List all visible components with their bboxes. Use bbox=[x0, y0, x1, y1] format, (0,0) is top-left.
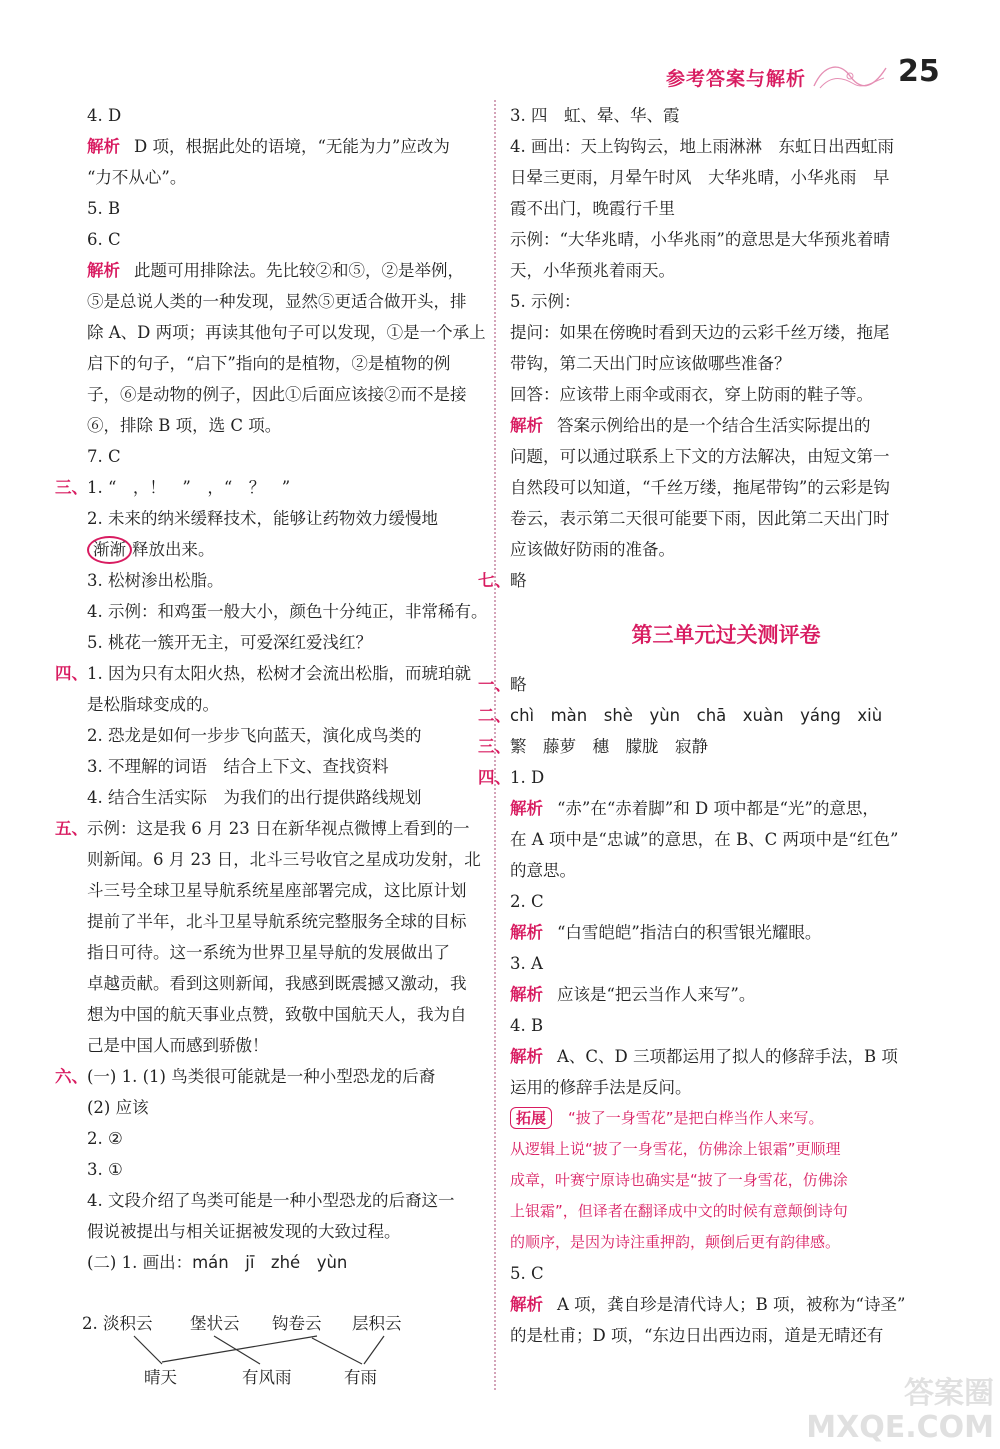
section-five bbox=[55, 813, 485, 844]
text-line: 回答：应该带上雨伞或雨衣，穿上防雨的鞋子等。 bbox=[510, 385, 873, 404]
answer-line: 5. C bbox=[510, 1264, 544, 1283]
text-line: 2. ② bbox=[87, 1129, 123, 1148]
answer-line: 7. C bbox=[87, 447, 121, 466]
section-one bbox=[478, 669, 942, 700]
text-line: 霞不出门，晚霞行千里 bbox=[510, 199, 675, 218]
pinyin-text: chì màn shè yùn chā xuàn yáng xiù bbox=[510, 706, 883, 725]
matching-lines bbox=[82, 1300, 442, 1400]
text-line: 启下的句子，“启下”指向的是植物，②是植物的例 bbox=[87, 354, 451, 373]
text-line: 在 A 项中是“忠诚”的意思，在 B、C 两项中是“红色” bbox=[510, 830, 899, 849]
section-four bbox=[55, 658, 485, 689]
text-line: ⑤是总说人类的一种发现，显然⑤更适合做开头，排 bbox=[87, 292, 467, 311]
text-line: 3. 松树渗出松脂。 bbox=[87, 571, 224, 590]
text-line: 运用的修辞手法是反问。 bbox=[510, 1078, 692, 1097]
text-line: 2. 恐龙是如何一步步飞向蓝天，演化成鸟类的 bbox=[87, 726, 422, 745]
analysis-text: 此题可用排除法。先比较②和⑤，②是举例， bbox=[134, 261, 464, 280]
flourish-icon bbox=[810, 58, 890, 94]
text-line: 3. ① bbox=[87, 1160, 123, 1179]
text-line: 问题，可以通过联系上下文的方法解决，由短文第一 bbox=[510, 447, 890, 466]
section-seven bbox=[478, 565, 942, 596]
section-six bbox=[55, 1061, 485, 1092]
text-line bbox=[55, 534, 485, 565]
text-line bbox=[55, 1247, 485, 1278]
answer-text: 繁 藤萝 穗 朦胧 寂静 bbox=[510, 737, 708, 756]
answer-text: 示例：这是我 6 月 23 日在新华视点微博上看到的一 bbox=[87, 819, 470, 838]
text-line: “力不从心”。 bbox=[87, 168, 187, 187]
analysis-text: A、C、D 三项都运用了拟人的修辞手法，B 项 bbox=[557, 1047, 898, 1066]
section-number: 五、 bbox=[55, 819, 88, 838]
analysis-line bbox=[510, 1289, 942, 1320]
text-line: 卓越贡献。看到这则新闻，我感到既震撼又激动，我 bbox=[87, 974, 467, 993]
analysis-line bbox=[510, 917, 942, 948]
extension-line: 上银霜”，但译者在翻译成中文的时候有意颠倒诗句 bbox=[510, 1202, 848, 1220]
text-line: 的是杜甫；D 项，“东边日出西边雨，道是无晴还有 bbox=[510, 1326, 884, 1345]
analysis-text: “白雪皑皑”指洁白的积雪银光耀眼。 bbox=[557, 923, 822, 942]
section-number: 七、 bbox=[478, 571, 511, 590]
section-number: 三、 bbox=[55, 478, 88, 497]
text-line: 4. 示例：和鸡蛋一般大小，颜色十分纯正，非常稀有。 bbox=[87, 602, 488, 621]
analysis-text: A 项，龚自珍是清代诗人；B 项，被称为“诗圣” bbox=[557, 1295, 906, 1314]
text-line: 2. 未来的纳米缓释技术，能够让药物效力缓慢地 bbox=[87, 509, 438, 528]
section-number: 四、 bbox=[55, 664, 88, 683]
right-column bbox=[478, 100, 942, 1351]
cloud-type: 钩卷云 bbox=[272, 1314, 322, 1333]
analysis-label: 解析 bbox=[510, 985, 543, 1004]
answer-line: 4. 画出：天上钩钩云，地上雨淋淋 东虹日出西虹雨 bbox=[510, 137, 894, 156]
answer-line: 4. D bbox=[87, 106, 122, 125]
text-line: 3. 不理解的词语 结合上下文、查找资料 bbox=[87, 757, 389, 776]
analysis-line bbox=[510, 410, 942, 441]
analysis-line bbox=[510, 979, 942, 1010]
text-line: 想为中国的航天事业点赞，致敬中国航天人，我为自 bbox=[87, 1005, 467, 1024]
answer-line: 3. A bbox=[510, 954, 543, 973]
answer-text: 1. 因为只有太阳火热，松树才会流出松脂，而琥珀就 bbox=[87, 664, 471, 683]
answer-text: 略 bbox=[510, 571, 527, 590]
analysis-label: 解析 bbox=[510, 1295, 543, 1314]
extension-line: 成章，叶赛宁原诗也确实是“披了一身雪花，仿佛涂 bbox=[510, 1171, 848, 1189]
section-number: 六、 bbox=[55, 1067, 88, 1086]
text-line: ⑥，排除 B 项，选 C 项。 bbox=[87, 416, 282, 435]
cloud-matching-diagram bbox=[82, 1300, 442, 1400]
text-line: 提问：如果在傍晚时看到天边的云彩千丝万缕，拖尾 bbox=[510, 323, 890, 342]
extension-line: 的顺序，是因为诗注重押韵，颠倒后更有韵律感。 bbox=[510, 1233, 841, 1251]
section-two bbox=[478, 700, 942, 731]
text-line: 5. 桃花一簇开无主，可爱深红爱浅红？ bbox=[87, 633, 372, 652]
header-title: 参考答案与解析 bbox=[666, 68, 807, 90]
analysis-label: 解析 bbox=[87, 137, 120, 156]
text-line: 4. 文段介绍了鸟类可能是一种小型恐龙的后裔这一 bbox=[87, 1191, 455, 1210]
extension-label: 拓展 bbox=[510, 1107, 552, 1129]
page-number: 25 bbox=[898, 54, 940, 89]
answer-text: 略 bbox=[510, 675, 527, 694]
text-line: 应该做好防雨的准备。 bbox=[510, 540, 675, 559]
answer-line: 4. B bbox=[510, 1016, 544, 1035]
analysis-line bbox=[510, 793, 942, 824]
analysis-text: “赤”在“赤着脚”和 D 项中都是“光”的意思， bbox=[557, 799, 879, 818]
site-watermark: 答案圈 MXQE.COM bbox=[806, 1376, 994, 1445]
text-line: 指日可待。这一系统为世界卫星导航的发展做出了 bbox=[87, 943, 450, 962]
analysis-label: 解析 bbox=[510, 923, 543, 942]
extension-note bbox=[510, 1103, 942, 1258]
section-number: 一、 bbox=[478, 675, 511, 694]
pinyin-text: mán jī zhé yùn bbox=[192, 1253, 348, 1272]
text-line: 是松脂球变成的。 bbox=[87, 695, 219, 714]
analysis-line bbox=[55, 131, 485, 162]
answer-text: (二) 1. 画出： bbox=[87, 1253, 193, 1272]
analysis-text: D 项，根据此处的语境，“无能为力”应改为 bbox=[134, 137, 450, 156]
text-line: 的意思。 bbox=[510, 861, 576, 880]
analysis-label: 解析 bbox=[510, 416, 543, 435]
text-line: 子，⑥是动物的例子，因此①后面应该接②而不是接 bbox=[87, 385, 467, 404]
cloud-type: 堡状云 bbox=[190, 1314, 240, 1333]
answer-line: 5. B bbox=[87, 199, 121, 218]
text-line: 斗三号全球卫星导航系统星座部署完成，这比原计划 bbox=[87, 881, 467, 900]
analysis-label: 解析 bbox=[510, 799, 543, 818]
section-number: 二、 bbox=[478, 706, 511, 725]
text-line: 带钩，第二天出门时应该做哪些准备？ bbox=[510, 354, 791, 373]
answer-line: 5. 示例： bbox=[510, 292, 581, 311]
section-number: 四、 bbox=[478, 768, 511, 787]
answer-text: 1. D bbox=[510, 768, 545, 787]
text-line: 4. 结合生活实际 为我们的出行提供路线规划 bbox=[87, 788, 422, 807]
text-line: 假说被提出与相关证据被发现的大致过程。 bbox=[87, 1222, 401, 1241]
analysis-label: 解析 bbox=[87, 261, 120, 280]
text-line: 则新闻。6 月 23 日，北斗三号收官之星成功发射，北 bbox=[87, 850, 481, 869]
unit-title: 第三单元过关测评卷 bbox=[631, 623, 821, 647]
answer-text: (一) 1. (1) 鸟类很可能就是一种小型恐龙的后裔 bbox=[87, 1067, 436, 1086]
weather-type: 有风雨 bbox=[242, 1368, 292, 1387]
text-line: 提前了半年，北斗卫星导航系统完整服务全球的目标 bbox=[87, 912, 467, 931]
answer-line: 2. C bbox=[510, 892, 544, 911]
section-four bbox=[478, 762, 942, 793]
text-line: 己是中国人而感到骄傲！ bbox=[87, 1036, 269, 1055]
section-number: 三、 bbox=[478, 737, 511, 756]
text-line: 天，小华预兆着雨天。 bbox=[510, 261, 675, 280]
extension-line: 从逻辑上说“披了一身雪花，仿佛涂上银霜”更顺理 bbox=[510, 1140, 841, 1158]
cloud-type: 层积云 bbox=[352, 1314, 402, 1333]
answer-line: 3. 四 虹、晕、华、霞 bbox=[510, 106, 680, 125]
answer-text: 1. “ ，！ ” ，“ ？ ” bbox=[87, 478, 291, 497]
analysis-line bbox=[55, 255, 485, 286]
text-line: 自然段可以知道，“千丝万缕，拖尾带钩”的云彩是钩 bbox=[510, 478, 890, 497]
answer-text: 释放出来。 bbox=[132, 540, 215, 559]
analysis-text: 应该是“把云当作人来写”。 bbox=[557, 985, 756, 1004]
page-header bbox=[660, 54, 980, 98]
text-line: 卷云，表示第二天很可能要下雨，因此第二天出门时 bbox=[510, 509, 890, 528]
section-three bbox=[478, 731, 942, 762]
weather-type: 有雨 bbox=[344, 1368, 377, 1387]
analysis-line bbox=[510, 1041, 942, 1072]
text-line: (2) 应该 bbox=[87, 1098, 149, 1117]
answer-line: 6. C bbox=[87, 230, 121, 249]
cloud-type: 2. 淡积云 bbox=[82, 1314, 153, 1333]
section-three bbox=[55, 472, 485, 503]
text-line: 示例：“大华兆晴，小华兆雨”的意思是大华预兆着晴 bbox=[510, 230, 890, 249]
text-line: 除 A、D 两项；再读其他句子可以发现，①是一个承上 bbox=[87, 323, 486, 342]
extension-line bbox=[510, 1103, 942, 1134]
text-line: 日晕三更雨，月晕午时风 大华兆晴，小华兆雨 早 bbox=[510, 168, 890, 187]
circled-word: 渐渐 bbox=[87, 536, 132, 564]
extension-text: “披了一身雪花”是把白桦当作人来写。 bbox=[568, 1109, 824, 1127]
analysis-text: 答案示例给出的是一个结合生活实际提出的 bbox=[557, 416, 871, 435]
analysis-label: 解析 bbox=[510, 1047, 543, 1066]
left-column bbox=[55, 100, 488, 1278]
weather-type: 晴天 bbox=[144, 1368, 177, 1387]
